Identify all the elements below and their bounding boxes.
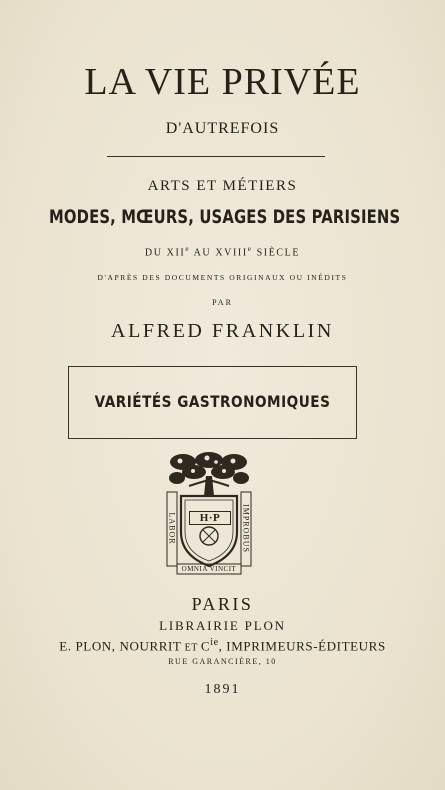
publisher-name: LIBRAIRIE PLON <box>159 618 286 633</box>
printers-cie: C <box>200 638 211 654</box>
volume-title-box <box>68 366 357 439</box>
printers-line <box>0 637 445 654</box>
volume-title: VARIÉTÉS GASTRONOMIQUES <box>94 392 331 411</box>
century-prefix: DU XII <box>144 247 186 259</box>
book-title: LA VIE PRIVÉE <box>84 61 361 103</box>
publication-year: 1891 <box>204 682 241 697</box>
printers-before: E. PLON, NOURRIT <box>59 638 182 654</box>
century-range <box>0 245 445 258</box>
author-name: ALFRED FRANKLIN <box>111 320 334 342</box>
imprint-address: RUE GARANCIÈRE, 10 <box>168 657 277 666</box>
printers-cie-sup: ie <box>210 637 219 648</box>
series-line: ARTS ET MÉTIERS <box>147 178 298 194</box>
motto-right: IMPROBUS <box>241 504 251 553</box>
sources-note: D'APRÈS DES DOCUMENTS ORIGINAUX OU INÉDITS <box>97 273 348 282</box>
book-subtitle: D'AUTREFOIS <box>165 120 280 137</box>
printer-mark-emblem <box>163 452 255 578</box>
century-sup-2: e <box>247 245 253 253</box>
monogram: H·P <box>189 511 231 525</box>
century-suffix: SIÈCLE <box>252 247 301 259</box>
series-main-title: MODES, MŒURS, USAGES DES PARISIENS <box>48 206 401 228</box>
printers-et: ET <box>181 642 201 654</box>
by-line: PAR <box>212 298 233 307</box>
motto-left: LABOR <box>167 512 177 545</box>
century-middle: AU XVIII <box>190 247 248 259</box>
century-sup-1: e <box>185 245 191 253</box>
title-rule <box>107 156 325 157</box>
motto-bottom: OMNIA VINCIT <box>181 565 237 573</box>
imprint-city: PARIS <box>191 594 254 614</box>
printers-after: , IMPRIMEURS-ÉDITEURS <box>218 638 386 654</box>
